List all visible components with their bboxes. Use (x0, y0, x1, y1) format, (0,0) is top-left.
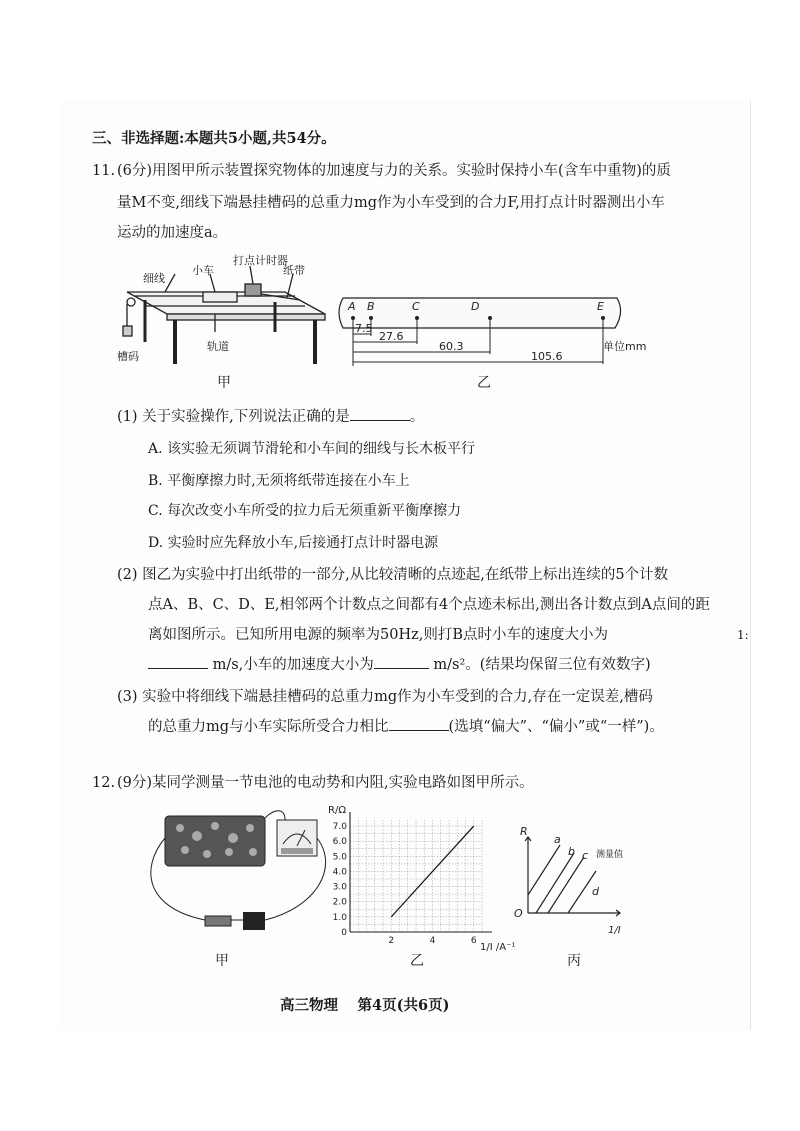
y-tick-label: 0 (341, 928, 347, 938)
q12-bing-figure (508, 825, 628, 940)
q11-number: 11. (92, 163, 116, 179)
page-footer: 高三物理 第4页(共6页) (280, 997, 450, 1014)
bing-label-b: b (568, 845, 575, 858)
bing-axis-r: R (520, 825, 528, 838)
chart-y-label: R/Ω (328, 805, 346, 816)
sub3-line2 (148, 716, 664, 738)
q12-fig-bing-caption: 丙 (567, 953, 581, 969)
option-c: C. 每次改变小车所受的拉力后无须重新平衡摩擦力 (148, 503, 462, 519)
label-weight: 槽码 (117, 350, 139, 363)
x-tick-label: 2 (388, 936, 395, 946)
y-tick-label: 3.0 (332, 882, 347, 893)
q12-number: 12. (92, 775, 116, 791)
option-d: D. 实验时应先释放小车,后接通打点计时器电源 (148, 535, 439, 551)
sub3-line1: (3) 实验中将细线下端悬挂槽码的总重力mg作为小车受到的合力,存在一定误差,槽码 (117, 689, 653, 705)
point-b-label: B (367, 300, 375, 313)
q11-fig-yi-caption: 乙 (477, 375, 491, 391)
point-d-label: D (471, 300, 480, 313)
sub2-velocity-blank[interactable] (148, 654, 208, 669)
circuit-drawing (151, 811, 326, 930)
bing-axis-x: 1/I (608, 925, 621, 936)
section-title: 三、非选择题:本题共5小题,共54分。 (92, 130, 336, 147)
option-a: A. 该实验无须调节滑轮和小车间的细线与长木板平行 (148, 441, 476, 457)
chart-y-ticks (333, 822, 348, 938)
y-tick-label: 5.0 (332, 852, 347, 863)
sub2-line4-b: m/s²。(结果均保留三位有效数字) (433, 657, 651, 673)
label-cart: 小车 (192, 264, 214, 277)
sub1-answer-blank[interactable] (350, 406, 410, 421)
bing-line-b (536, 853, 574, 913)
bing-measured-label: 测量值 (596, 850, 624, 860)
chart-x-ticks (388, 936, 477, 946)
q11-tape-figure (335, 292, 647, 372)
bing-label-c: c (582, 849, 589, 862)
y-tick-label: 7.0 (332, 822, 347, 833)
y-tick-label: 6.0 (332, 837, 347, 848)
sub3-line2-b: (选填“偏大”、“偏小”或“一样”)。 (448, 719, 664, 735)
sub2-accel-blank[interactable] (374, 654, 429, 669)
tape-outline (339, 298, 621, 328)
dist-ab: 7.5 (355, 322, 373, 335)
q12-fig-yi-caption: 乙 (410, 953, 424, 969)
dist-ad: 60.3 (439, 340, 464, 353)
q12-stem: (9分)某同学测量一节电池的电动势和内阻,实验电路如图甲所示。 (117, 775, 534, 791)
q11-line2: 量M不变,细线下端悬挂槽码的总重力mg作为小车受到的合力F,用打点计时器测出小车 (117, 195, 665, 211)
q11-sub1 (117, 406, 424, 428)
x-tick-label: 4 (429, 936, 436, 946)
bing-line-a (528, 845, 560, 895)
sub1-stem-end: 。 (409, 409, 425, 425)
dist-ae: 105.6 (531, 350, 563, 363)
label-track: 轨道 (207, 340, 229, 353)
option-b: B. 平衡摩擦力时,无须将纸带连接在小车上 (148, 473, 410, 489)
q12-fig-jia-caption: 甲 (215, 953, 229, 969)
bing-label-a: a (554, 833, 561, 846)
bing-origin: O (514, 907, 523, 920)
margin-mark: 1: (737, 628, 749, 642)
q11-apparatus-figure (115, 252, 330, 392)
sub3-line2-a: 的总重力mg与小车实际所受合力相比 (148, 719, 389, 735)
dist-ac: 27.6 (379, 330, 404, 343)
y-tick-label: 2.0 (332, 897, 347, 908)
y-tick-label: 4.0 (332, 867, 347, 878)
sub2-line1: (2) 图乙为实验中打出纸带的一部分,从比较清晰的点迹起,在纸带上标出连续的5个计数 (117, 567, 669, 583)
chart-x-label: 1/I /A⁻¹ (480, 942, 516, 953)
bing-label-d: d (592, 885, 599, 898)
q12-circuit-figure (135, 808, 345, 948)
label-string: 细线 (143, 272, 165, 285)
point-a-label: A (348, 300, 356, 313)
sub1-stem: (1) 关于实验操作,下列说法正确的是 (117, 409, 350, 425)
label-timer: 打点计时器 (233, 254, 288, 267)
point-e-label: E (597, 300, 604, 313)
q11-line1: (6分)用图甲所示装置探究物体的加速度与力的关系。实验时保持小车(含车中重物)的质 (117, 163, 671, 179)
q12-chart (318, 804, 518, 954)
sub2-line4-a: m/s,小车的加速度大小为 (212, 657, 374, 673)
sub3-answer-blank[interactable] (389, 716, 449, 731)
sub2-line3: 离如图所示。已知所用电源的频率为50Hz,则打B点时小车的速度大小为 (148, 627, 608, 643)
x-tick-label: 6 (470, 936, 477, 946)
sub2-line4 (148, 654, 651, 676)
tape-unit: 单位mm (603, 340, 647, 353)
chart-grid (350, 820, 482, 932)
label-tape: 纸带 (283, 264, 305, 277)
sub2-line2: 点A、B、C、D、E,相邻两个计数点之间都有4个点迹未标出,测出各计数点到A点间的距 (148, 597, 710, 613)
q11-line3: 运动的加速度a。 (117, 225, 228, 241)
point-c-label: C (412, 300, 420, 313)
y-tick-label: 1.0 (332, 912, 347, 923)
q11-fig-jia-caption: 甲 (217, 375, 231, 391)
